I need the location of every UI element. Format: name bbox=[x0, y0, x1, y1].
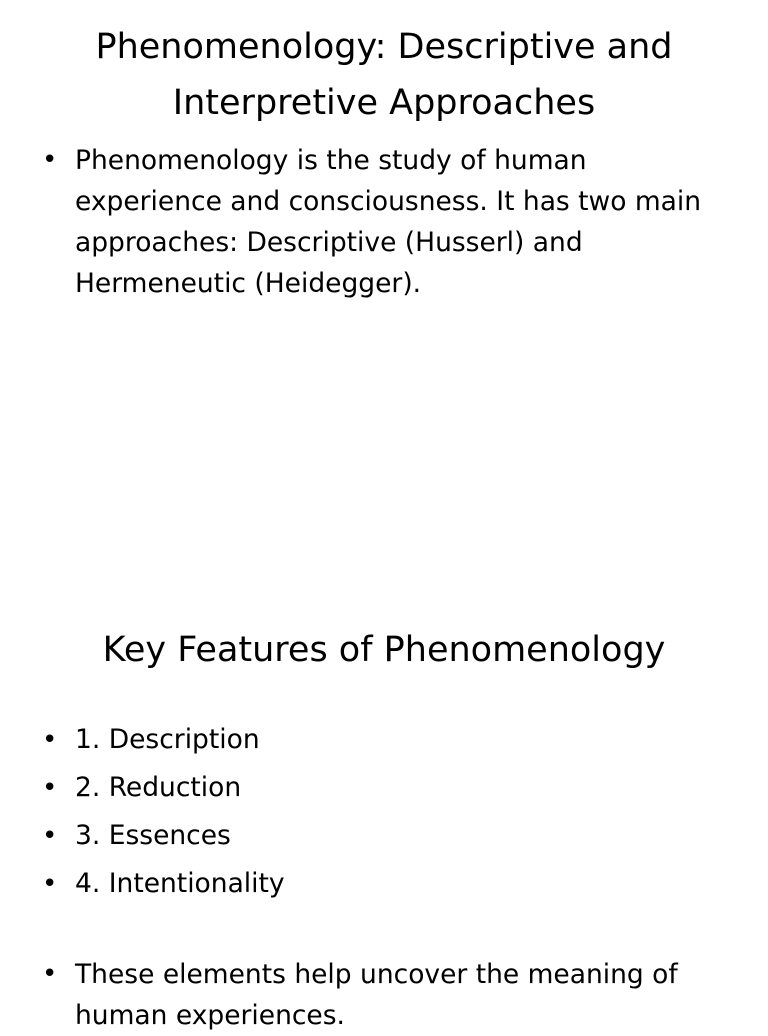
bullet-icon: • bbox=[42, 821, 58, 851]
feature-list bbox=[0, 716, 735, 908]
bullet-item bbox=[0, 140, 735, 304]
slide-2 bbox=[0, 576, 768, 1031]
feature-text: 2. Reduction bbox=[75, 772, 242, 803]
list-item bbox=[0, 764, 735, 812]
bullet-text: These elements help uncover the meaning of human experiences. bbox=[75, 959, 678, 1031]
bullet-icon: • bbox=[42, 725, 58, 755]
feature-text: 1. Description bbox=[75, 724, 260, 755]
list-item bbox=[0, 812, 735, 860]
list-item bbox=[0, 716, 735, 764]
bullet-list bbox=[0, 140, 735, 304]
slide-title: Key Features of Phenomenology bbox=[102, 630, 666, 670]
bullet-icon: • bbox=[42, 869, 58, 899]
feature-text: 3. Essences bbox=[75, 820, 231, 851]
bullet-icon: • bbox=[42, 959, 58, 989]
slide-title: Phenomenology: Descriptive and Interpretive Approaches bbox=[95, 27, 673, 123]
bullet-icon: • bbox=[42, 773, 58, 803]
feature-text: 4. Intentionality bbox=[75, 868, 285, 899]
bullet-text: Phenomenology is the study of human experience and consciousness. It has two main approaches: Descriptive (Husserl) and Hermeneutic (Heidegger). bbox=[75, 145, 702, 299]
list-item bbox=[0, 860, 735, 908]
bullet-icon: • bbox=[42, 145, 58, 175]
